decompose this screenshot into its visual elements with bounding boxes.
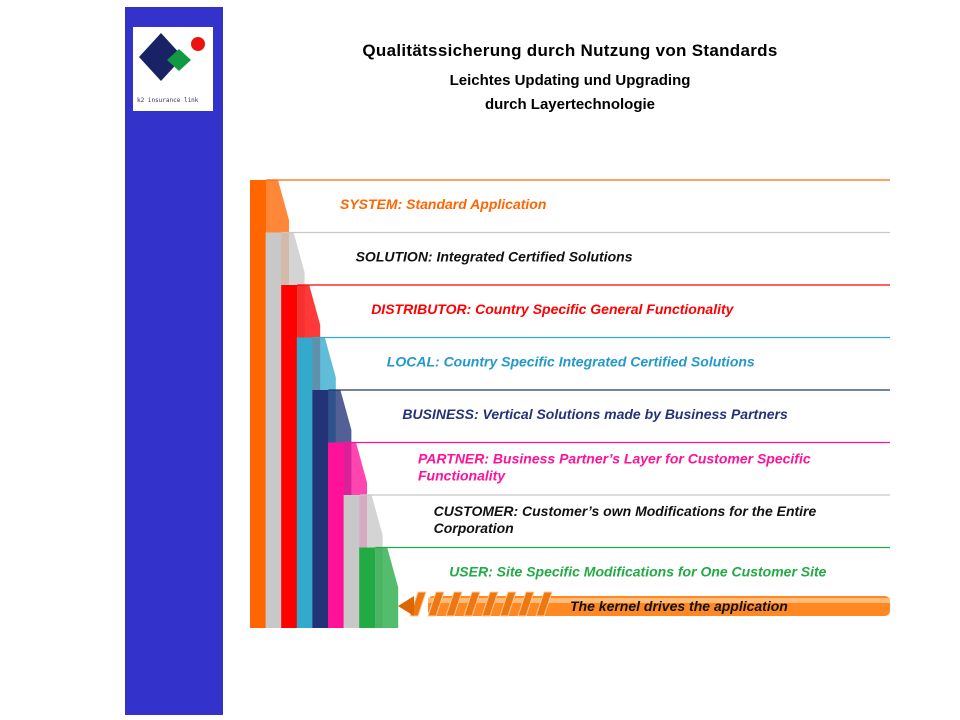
kernel-label: The kernel drives the application	[570, 598, 788, 614]
layer-label-customer-line2: Corporation	[433, 520, 514, 536]
layer-column-solution	[266, 233, 282, 629]
layer-column-business	[312, 390, 328, 628]
layer-label-user: USER: Site Specific Modifications for One Customer Site	[449, 563, 827, 580]
layer-label-partner: PARTNER: Business Partner’s Layer for Customer Specific	[418, 450, 811, 467]
page-title: Qualitätssicherung durch Nutzung von Standards	[362, 41, 778, 60]
layer-column-distributor	[281, 285, 297, 628]
layer-label-customer: CUSTOMER: Customer’s own Modifications for the Entire	[433, 503, 817, 519]
layer-label-distributor: DISTRIBUTOR: Country Specific General Functionality	[371, 301, 734, 317]
subtitle-line-2: durch Layertechnologie	[484, 96, 656, 113]
layer-label-solution: SOLUTION: Integrated Certified Solutions	[355, 248, 633, 265]
layer-column-user	[359, 548, 375, 629]
layer-column-partner	[328, 443, 344, 629]
kernel-tip	[398, 596, 414, 616]
layer-column-local	[297, 338, 313, 629]
layer-label-partner-line2: Functionality	[418, 467, 506, 484]
layer-label-business: BUSINESS: Vertical Solutions made by Business Partners	[402, 406, 788, 422]
layer-column-system	[250, 180, 266, 628]
layer-face-user	[375, 548, 398, 629]
logo-text: k2 insurance link	[137, 97, 199, 104]
subtitle-line-1: Leichtes Updating und Upgrading	[449, 72, 691, 89]
layer-column-customer	[344, 495, 360, 628]
layer-label-system: SYSTEM: Standard Application	[340, 196, 547, 212]
layer-label-local: LOCAL: Country Specific Integrated Certified Solutions	[386, 353, 755, 370]
